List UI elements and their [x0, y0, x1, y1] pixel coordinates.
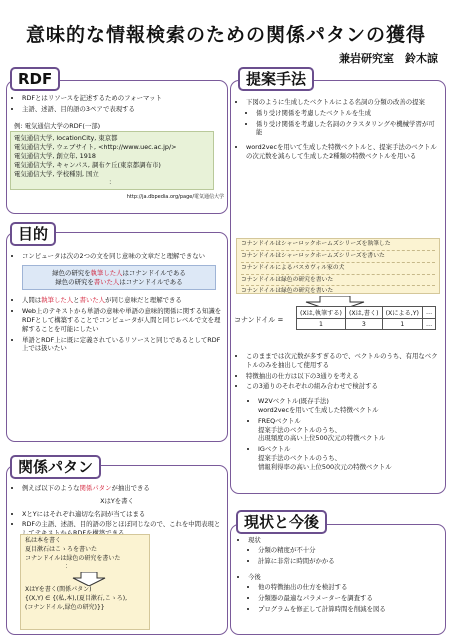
method-content-top	[234, 98, 440, 163]
feature-ig: • IGベクトル 提案手法のベクトルのうち、 情報利得率の高い上位500次元の特徴ベクトル	[258, 445, 440, 471]
relation-heading: 関係パタン	[10, 455, 101, 479]
relation-box-pairs: {(X,Y) ∈ {(私,本),(夏目漱石,こゝろ),	[25, 594, 128, 602]
vector-header-cell: (Xは,書く)	[345, 307, 382, 319]
relation-content	[10, 484, 224, 540]
relation-box-pairs: (コナンドイル,緑色の研究)}}	[25, 603, 105, 611]
vector-value-cell: 3	[345, 319, 382, 330]
status-future-item: • プログラムを修正して計算時間を削減を図る	[258, 605, 440, 614]
relation-example-box	[20, 534, 150, 630]
method-bullet: • このままでは次元数が多すぎるので、ベクトルのうち、有用なベクトルのみを抽出して使用する	[246, 352, 440, 370]
relation-box-line: 私は本を書く	[25, 537, 62, 544]
vector-header-row	[297, 307, 436, 319]
rdf-example-line: ：	[108, 178, 116, 187]
method-sentence: コナンドイルによるバスカヴィル家の犬	[241, 262, 435, 274]
relation-box-line: 夏目漱石はこゝろを書いた	[25, 545, 98, 553]
feature-w2v: • W2Vベクトル(既存手法) word2vecを用いて生成した特徴ベクトル	[258, 397, 440, 415]
rdf-bullet: • RDFとはリソースを記述するためのフォーマット	[22, 94, 224, 103]
rdf-example-line: 電気通信大学, キャンパス, 調布ケ丘(東京都調布市)	[14, 160, 161, 169]
rdf-bullets	[10, 94, 224, 114]
status-future-item: • 分類器の最適なパラメーターを調査する	[258, 594, 440, 603]
rdf-heading: RDF	[10, 67, 60, 91]
purpose-bullet: • 人間は執筆した人と書いた人が同じ意味だと理解できる	[22, 296, 224, 305]
vector-value-cell: …	[422, 319, 435, 330]
vector-header-cell: (Xによる,Y)	[382, 307, 422, 319]
method-bullet: • word2vecを用いて生成した特徴ベクトルと、提案手法のベクトルの次元数を減らして生成した2種類の特徴ベクトルを用いる	[246, 143, 440, 161]
status-future: • 今後 • 他の特徴抽出の仕方を検討する • 分類器の最適なパラメーターを調査する • プログラムを修正して計算時間を削減を図る	[248, 573, 440, 613]
method-sentence: コナンドイルは緑色の研究を書いた	[241, 274, 435, 285]
method-sub-bullet: • 係り受け関係を考慮したベクトルを生成	[256, 109, 440, 118]
vector-value-row	[297, 319, 436, 330]
vector-value-cell: 1	[382, 319, 422, 330]
relation-bullet: • RDFの主語、述語、目的語の形とほぼ同じなので、これを中間表現と	[22, 520, 224, 538]
rdf-example-line: 電気通信大学, locationCity, 東京都	[14, 134, 118, 143]
feature-freq: • FREQベクトル 提案手法のベクトルのうち、 出現頻度の高い上位500次元の特徴ベクトル	[258, 417, 440, 443]
relation-box-pattern: XはYを書く(関係パタン)	[25, 586, 92, 594]
page-title: 意味的な情報検索のための関係パタンの獲得	[25, 24, 426, 46]
method-vector-label: コナンドイル =	[234, 316, 284, 324]
relation-arrow-icon	[69, 572, 109, 586]
rdf-example-line: 電気通信大学, ウェブサイト, <http://www.uec.ac.jp/>	[14, 143, 177, 152]
status-content	[236, 536, 440, 616]
rdf-content	[10, 94, 224, 202]
status-heading: 現状と今後	[236, 510, 327, 534]
purpose-heading: 目的	[10, 222, 56, 246]
method-content-bottom	[234, 352, 440, 474]
purpose-bullet: • Web上のテキストから単語の意味や単語の意味的関係に関する知識をRDFとして構築することでコンピュータが人間と同じレベルで文を理解することを可能にしたい	[22, 307, 224, 333]
status-now-item: • 分類の精度が不十分	[258, 546, 440, 555]
status-now-item: • 計算に非常に時間がかかる	[258, 557, 440, 566]
relation-box-line: コナンドイルは緑色の研究を書いた	[25, 554, 121, 562]
rdf-example-box	[10, 131, 214, 190]
rdf-bullet: • 主語、述語、目的語の3ペアで表現する	[22, 105, 224, 114]
method-heading: 提案手法	[238, 67, 314, 91]
method-vector-table	[296, 306, 436, 330]
rdf-example-line: 電気通信大学, 創立年, 1918	[14, 151, 96, 160]
author-name: 兼岩研究室 鈴木諒	[339, 52, 438, 65]
rdf-example-label: 例: 電気通信大学のRDF(一部)	[14, 121, 101, 130]
method-sentence-box	[236, 238, 440, 294]
purpose-content	[10, 252, 224, 355]
vector-header-cell: …	[422, 307, 435, 319]
status-future-item: • 他の特徴抽出の仕方を検討する	[258, 583, 440, 592]
purpose-sentence-1: 緑色の研究を執筆した人はコナンドイルである	[52, 268, 186, 277]
purpose-bullet: • コンピュータは次の2つの文を同じ意味の文章だと理解できない	[22, 252, 224, 261]
rdf-example-line: 電気通信大学, 学校種別, 国立	[14, 169, 99, 178]
purpose-sentence-2: 緑色の研究を書いた人はコナンドイルである	[55, 277, 183, 286]
purpose-example-box	[22, 265, 216, 291]
method-bullet: • 特徴抽出の仕方は以下の3通りを考える	[246, 372, 440, 381]
method-bullet: • この3通りのそれぞれの組み合わせで検討する	[246, 382, 440, 391]
purpose-bullet: • 単語とRDF上に既に定義されているリソースと同じであるとしてRDF上では扱いたい	[22, 336, 224, 354]
method-sentence: コナンドイルは緑色の研究を書いた	[241, 285, 435, 296]
method-sub-bullet: • 係り受け関係を考慮した名詞のクラスタリングや機械学習が可能	[256, 120, 440, 138]
method-sentence: コナンドイルはシャーロックホームズシリーズを書いた	[241, 250, 435, 262]
method-sentence: コナンドイルはシャーロックホームズシリーズを執筆した	[241, 241, 391, 247]
status-now: • 現状 • 分類の精度が不十分 • 計算に非常に時間がかかる	[248, 536, 440, 565]
relation-bullet: • XとYにはそれぞれ適切な名詞が当てはまる	[22, 510, 224, 519]
relation-pattern: XはYを書く	[100, 496, 134, 505]
rdf-source: http://ja.dbpedia.org/page/電気通信大学	[126, 194, 224, 201]
vector-header-cell: (Xは,執筆する)	[297, 307, 346, 319]
relation-bullet: • 例えば以下のような関係パタンが抽出できる	[22, 484, 224, 493]
relation-box-ellipsis: ：	[65, 563, 72, 571]
method-bullet: • 下図のように生成したベクトルによる名詞の分類の改善の提案	[246, 98, 440, 107]
vector-value-cell: 1	[297, 319, 346, 330]
